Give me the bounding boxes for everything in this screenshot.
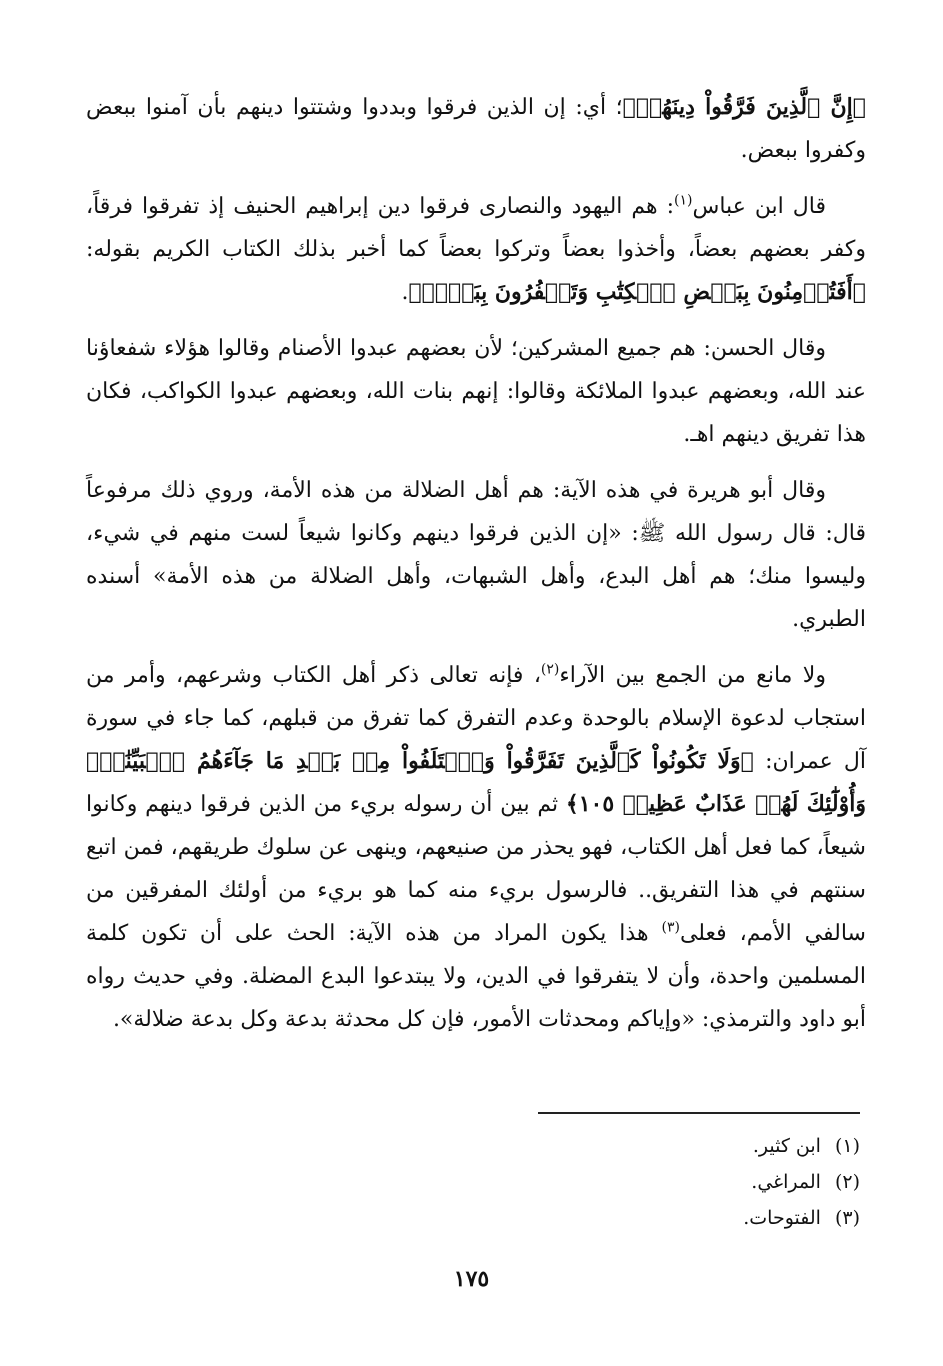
paragraph-text: ، فإنه تعالى ذكر أهل الكتاب وشرعهم، وأمر من استجاب لدعوة الإسلام بالوحدة وعدم التفرق كما تفرق من قبلهم، كما جاء في سورة آل عمران: [86,663,866,774]
body-text [86,86,866,1054]
footnote-text: ابن كثير. [752,1135,821,1157]
paragraph-text: ثم بين أن رسوله بريء من الذين فرقوا دينهم وكانوا شيعاً، كما فعل أهل الكتاب، فهو يحذر من صنيعهم، وينهى عن سلوك طريقهم، فمن اتبع سنتهم في هذا التفريق.. فالرسول بريء منه كما هو بريء من أولئك المفرقين من سالفي الأمم، فعلى [86,792,866,946]
paragraph-text: وقال الحسن: هم جميع المشركين؛ لأن بعضهم عبدوا الأصنام وقالوا هؤلاء شفعاؤنا عند الله، وبعضهم عبدوا الملائكة وقالوا: إنهم بنات الله، وبعضهم عبدوا الكواكب، فكان هذا تفريق دينهم اهـ. [86,336,866,447]
paragraph-text: قال ابن عباس [692,194,826,219]
quran-verse: ﴿إِنَّ ٱلَّذِينَ فَرَّقُواْ دِينَهُمۡ﴾ [622,94,866,120]
paragraph [86,185,866,314]
paragraph-text: وقال أبو هريرة في هذه الآية: هم أهل الضلالة من هذه الأمة، وروي ذلك مرفوعاً قال: قال رسول الله ﷺ: «إن الذين فرقوا دينهم وكانوا شيعاً لست منهم في شيء، وليسوا منك؛ هم أهل البدع، وأهل الشبهات، وأهل الضلالة من هذه الأمة» أسنده الطبري. [86,478,866,632]
quran-verse: ﴿أَفَتُؤۡمِنُونَ بِبَعۡضِ ٱلۡكِتَٰبِ وَتَكۡفُرُونَ بِبَعۡضٖ﴾ [408,279,866,305]
footnote-number: (٣) [834,1207,860,1229]
quran-verse: ﴿وَلَا تَكُونُواْ كَٱلَّذِينَ تَفَرَّقُواْ وَٱخۡتَلَفُواْ مِنۢ بَعۡدِ مَا جَآءَهُمُ ٱلۡبَيِّنَٰتُۚ وَأُوْلَٰٓئِكَ لَهُمۡ عَذَابٌ عَظِيمٞ ١٠٥﴾ [86,748,866,817]
paragraph [86,469,866,641]
footnote-divider [538,1112,860,1114]
footnote-text: الفتوحات. [743,1207,821,1229]
paragraph [86,654,866,1041]
footnote [540,1200,860,1236]
footnote [540,1164,860,1200]
footnote-text: المراغي. [751,1171,821,1193]
footnote [540,1128,860,1164]
paragraph-text: : هم اليهود والنصارى فرقوا دين إبراهيم الحنيف إذ تفرقوا فرقاً، وكفر بعضهم بعضاً، وأخذوا بعضاً وتركوا بعضاً كما أخبر بذلك الكتاب الكريم بقوله: [86,194,866,262]
paragraph-text: . [401,280,409,305]
footnote-number: (١) [834,1135,860,1157]
footnote-reference: (٣) [661,919,680,936]
footnotes [540,1128,860,1236]
footnote-reference: (١) [674,192,693,209]
paragraph-text: ولا مانع من الجمع بين الآراء [559,663,826,688]
paragraph [86,327,866,456]
paragraph-text: ؛ أي: إن الذين فرقوا وبددوا وشتتوا دينهم بأن آمنوا ببعض وكفروا ببعض. [86,95,866,163]
paragraph-text: هذا يكون المراد من هذه الآية: الحث على أن تكون كلمة المسلمين واحدة، وأن لا يتفرقوا في الدين، ولا يبتدعوا البدع المضلة. وفي حديث رواه أبو داود والترمذي: «وإياكم ومحدثات الأمور، فإن كل محدثة بدعة وكل بدعة ضلالة». [86,921,866,1032]
page-number: ١٧٥ [453,1266,490,1292]
footnote-number: (٢) [834,1171,860,1193]
paragraph [86,86,866,172]
footnote-reference: (٢) [540,661,560,678]
